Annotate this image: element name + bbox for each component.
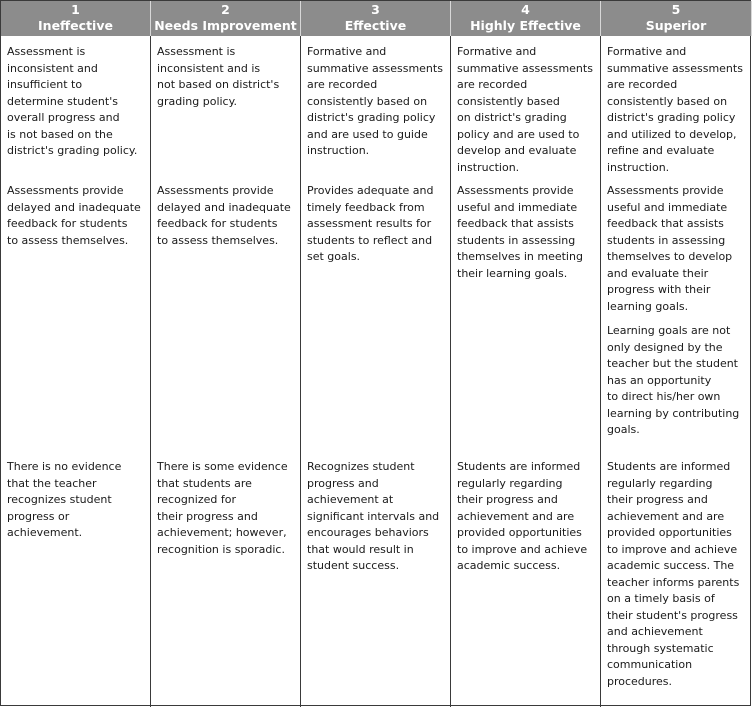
cell-text: Formative and summative assessments are recorded consistently based on district's grading policy and are used to develop and evaluate instruction. (457, 45, 593, 174)
header-ineffective (1, 1, 151, 36)
cell-assessment-ineffective (1, 36, 151, 175)
cell-assessment-effective (301, 36, 451, 175)
cell-text: Assessments provide delayed and inadequate feedback for students to assess themselves. (157, 184, 291, 247)
cell-text-learning-goals: Learning goals are not only designed by the teacher but the student has an opportunity to direct his/her own learning by contributing goals. (607, 324, 740, 436)
cell-assessment-needs-improvement (151, 36, 301, 175)
cell-feedback-needs-improvement (151, 175, 301, 451)
header-needs-improvement (151, 1, 301, 36)
cell-recognition-superior (601, 451, 752, 707)
header-label: Needs Improvement (154, 18, 297, 33)
cell-text: Recognizes student progress and achievement at significant intervals and encourages behaviors that would result in student success. (307, 460, 440, 572)
cell-recognition-highly-effective (451, 451, 601, 707)
header-label: Superior (645, 18, 707, 33)
cell-text: Students are informed regularly regarding their progress and achievement and are provided opportunities to improve and achieve academic success. The teacher informs parents on a timely basis of their student's progress and achievement through systematic communication procedures. (607, 460, 740, 688)
cell-text: There is no evidence that the teacher recognizes student progress or achievement. (7, 460, 122, 539)
header-effective (301, 1, 451, 36)
cell-text: Assessment is inconsistent and insufficient to determine student's overall progress and is not based on the district's grading policy. (7, 45, 138, 157)
header-label: Effective (344, 18, 407, 33)
header-number: 4 (521, 2, 530, 17)
cell-feedback-ineffective (1, 175, 151, 451)
header-label: Ineffective (38, 18, 113, 33)
cell-text: Assessment is inconsistent and is not based on district's grading policy. (157, 45, 280, 108)
header-number: 2 (221, 2, 230, 17)
cell-recognition-effective (301, 451, 451, 707)
header-superior (601, 1, 752, 36)
cell-text: Assessments provide delayed and inadequate feedback for students to assess themselves. (7, 184, 141, 247)
cell-text: Students are informed regularly regarding their progress and achievement and are provided opportunities to improve and achieve academic success. (457, 460, 588, 572)
cell-recognition-needs-improvement (151, 451, 301, 707)
cell-feedback-highly-effective (451, 175, 601, 451)
header-number: 1 (71, 2, 80, 17)
cell-text: Formative and summative assessments are recorded consistently based on district's grading policy and are used to guide instruction. (307, 45, 443, 157)
cell-feedback-superior (601, 175, 752, 451)
header-highly-effective (451, 1, 601, 36)
header-label: Highly Effective (470, 18, 581, 33)
cell-text: Assessments provide useful and immediate feedback that assists students in assessing themselves in meeting their learning goals. (457, 184, 583, 280)
cell-feedback-effective (301, 175, 451, 451)
cell-assessment-highly-effective (451, 36, 601, 175)
cell-text: Assessments provide useful and immediate feedback that assists students in assessing themselves to develop and evaluate their progress with their learning goals. (607, 184, 733, 313)
cell-text: There is some evidence that students are recognized for their progress and achievement; however, recognition is sporadic. (157, 460, 288, 556)
header-number: 5 (671, 2, 681, 17)
cell-recognition-ineffective (1, 451, 151, 707)
cell-assessment-superior (601, 36, 752, 175)
cell-text: Provides adequate and timely feedback from assessment results for students to reflect and set goals. (307, 184, 434, 263)
cell-text: Formative and summative assessments are recorded consistently based on district's grading policy and utilized to develop, refine and evaluate instruction. (607, 45, 743, 174)
header-number: 3 (371, 2, 380, 17)
